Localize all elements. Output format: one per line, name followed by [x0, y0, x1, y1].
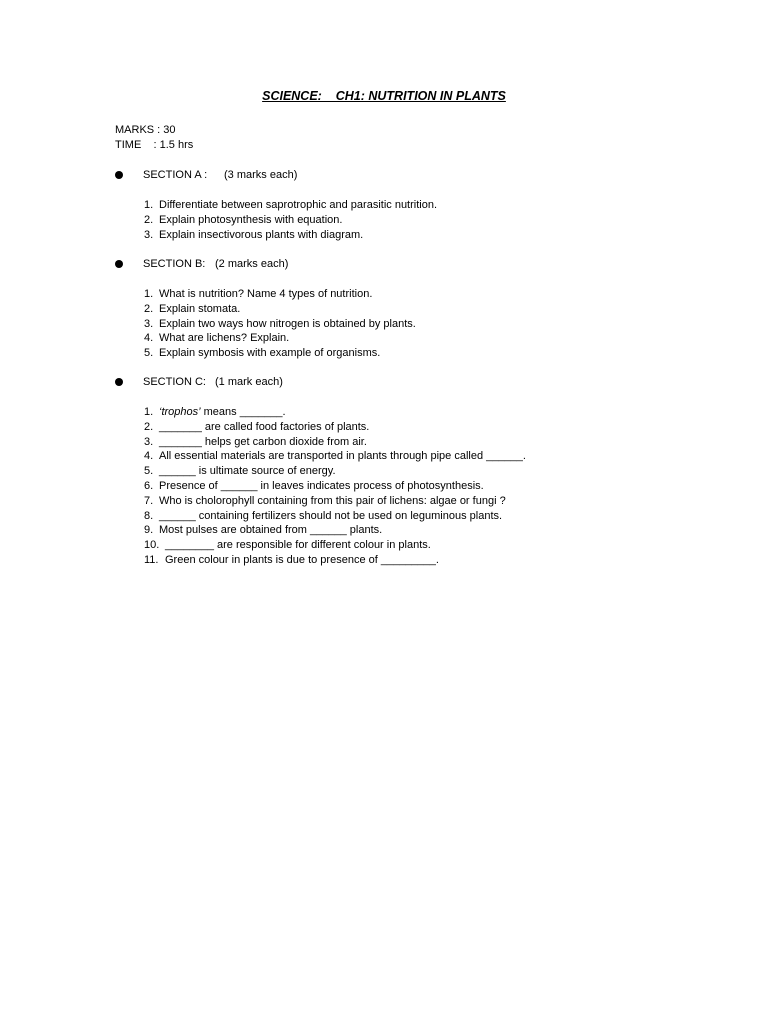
section-label: SECTION A :	[143, 169, 208, 181]
question-text: _______ helps get carbon dioxide from air.	[159, 435, 367, 448]
question-number: 1.	[144, 288, 154, 300]
bullet-icon	[115, 171, 123, 179]
question-text: Who is cholorophyll containing from this pair of lichens: algae or fungi ?	[159, 494, 506, 507]
question-text: Explain photosynthesis with equation.	[159, 213, 343, 226]
question-item	[115, 509, 503, 524]
exam-meta	[115, 123, 193, 153]
section-b	[115, 257, 416, 361]
question-number: 5.	[144, 347, 154, 360]
question-item	[115, 420, 370, 435]
question-number: 7.	[144, 494, 154, 507]
question-item	[115, 435, 367, 450]
question-list	[115, 405, 526, 568]
section-marks-note: (2 marks each)	[215, 258, 289, 270]
question-item	[115, 494, 506, 509]
question-number: 9.	[144, 524, 154, 537]
bullet-icon	[115, 260, 123, 268]
question-text: What is nutrition? Name 4 types of nutrition.	[159, 288, 373, 300]
page-title: SCIENCE: CH1: NUTRITION IN PLANTS	[262, 89, 506, 103]
question-list	[115, 198, 438, 242]
section-header	[115, 257, 289, 272]
question-text: Most pulses are obtained from ______ plants.	[159, 524, 383, 537]
question-text	[159, 405, 286, 420]
question-number: 3.	[144, 435, 154, 448]
question-text: Green colour in plants is due to presence of _________.	[165, 553, 439, 566]
question-number: 2.	[144, 420, 154, 433]
question-text: All essential materials are transported in plants through pipe called ______.	[159, 450, 526, 463]
bullet-icon	[115, 378, 123, 386]
question-number: 5.	[144, 465, 154, 478]
question-text: ________ are responsible for different colour in plants.	[165, 539, 431, 552]
question-text: Explain insectivorous plants with diagram.	[159, 228, 364, 241]
section-marks-note: (3 marks each)	[224, 169, 298, 181]
question-text: Presence of ______ in leaves indicates process of photosynthesis.	[159, 479, 484, 492]
question-number: 4.	[144, 332, 154, 345]
question-number: 3.	[144, 317, 154, 330]
question-number: 10.	[144, 539, 160, 552]
question-number: 2.	[144, 302, 154, 315]
question-number: 1.	[144, 199, 154, 211]
question-number: 2.	[144, 213, 154, 226]
question-text: Explain stomata.	[159, 302, 241, 315]
question-number: 11.	[144, 553, 159, 566]
question-item	[115, 213, 343, 228]
question-item	[115, 317, 416, 332]
question-item	[115, 346, 381, 361]
question-item	[115, 405, 286, 420]
section-a	[115, 168, 438, 242]
question-item	[115, 228, 364, 243]
section-marks-note: (1 mark each)	[215, 376, 283, 388]
section-header	[115, 168, 298, 183]
question-number: 8.	[144, 509, 154, 522]
question-text: Explain two ways how nitrogen is obtained by plants.	[159, 317, 416, 330]
section-header	[115, 375, 283, 390]
question-item	[115, 523, 383, 538]
question-list	[115, 287, 416, 361]
question-text: ______ containing fertilizers should not be used on leguminous plants.	[159, 509, 503, 522]
question-number: 1.	[144, 406, 154, 418]
question-text-rest: means _______.	[200, 406, 286, 418]
question-item	[115, 538, 431, 553]
marks-total: MARKS : 30	[115, 124, 176, 136]
question-text: What are lichens? Explain.	[159, 332, 290, 345]
section-label: SECTION B:	[143, 258, 206, 270]
question-item	[115, 331, 290, 346]
question-number: 3.	[144, 228, 154, 241]
section-label: SECTION C:	[143, 376, 206, 388]
question-text: _______ are called food factories of plants.	[159, 420, 370, 433]
question-text: ______ is ultimate source of energy.	[159, 465, 336, 478]
time-allowed: TIME : 1.5 hrs	[115, 139, 194, 151]
question-text: Explain symbosis with example of organisms.	[159, 347, 381, 360]
question-number: 4.	[144, 450, 154, 463]
question-item	[115, 479, 484, 494]
question-item	[115, 449, 526, 464]
question-item	[115, 287, 373, 302]
italic-term: ‘trophos’	[159, 406, 201, 418]
question-item	[115, 302, 241, 317]
question-item	[115, 553, 439, 568]
question-item	[115, 198, 438, 213]
question-text: Differentiate between saprotrophic and parasitic nutrition.	[159, 199, 438, 211]
question-item	[115, 464, 336, 479]
section-c	[115, 375, 526, 568]
question-number: 6.	[144, 479, 154, 492]
